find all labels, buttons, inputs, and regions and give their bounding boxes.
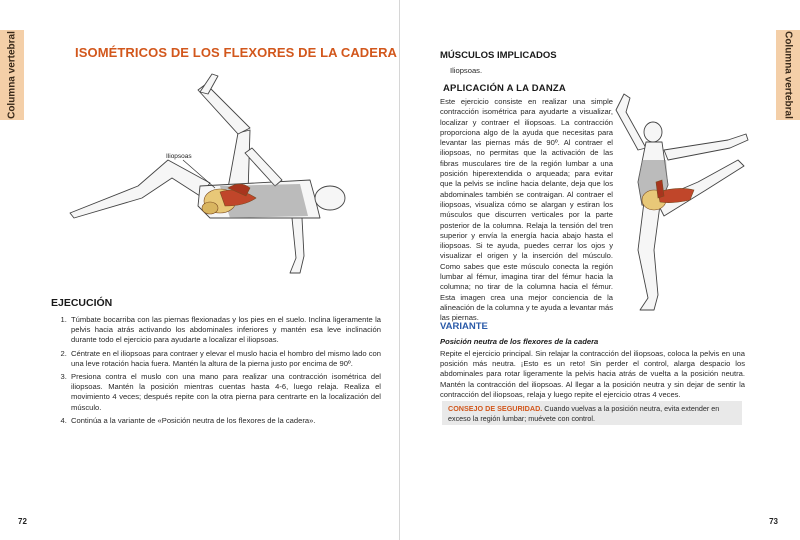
safety-tip-box	[442, 401, 742, 425]
step-item: 2. Céntrate en el iliopsoas para contraer y elevar el muslo hacia el hombro del mismo lado con una leve rotación hacia fuera. Mantén la altura de la pierna justo por encima de 90º.	[69, 349, 381, 369]
dancer-figure-illustration	[598, 90, 758, 315]
variant-heading: VARIANTE	[440, 321, 488, 332]
muscles-list: Iliopsoas.	[450, 66, 483, 75]
side-tab-left	[0, 30, 24, 120]
lying-figure-illustration	[60, 68, 360, 298]
variant-paragraph: Repite el ejercicio principal. Sin relajar la contracción del iliopsoas, coloca la pelvis en una posición más neutra. ¡Esto es un reto! Sin perder el control, alarga despacio los abdominales para rotar ligeramente la pelvis hacia atrás de vuelta a la posición neutra. Mantén la contracción del iliopsoas. Al llegar a la posición neutra y sin dejar de sentir la contracción del iliopsoas, relaja y luego repite el ejercicio otras 4 veces.	[440, 349, 745, 399]
execution-heading: EJECUCIÓN	[51, 297, 113, 309]
page-number-left: 72	[18, 517, 27, 526]
exercise-title: ISOMÉTRICOS DE LOS FLEXORES DE LA CADERA	[75, 45, 398, 60]
safety-tip-label: CONSEJO DE SEGURIDAD.	[448, 404, 543, 413]
side-tab-right	[776, 30, 800, 120]
muscles-heading: MÚSCULOS IMPLICADOS	[440, 50, 557, 61]
dance-heading: APLICACIÓN A LA DANZA	[443, 83, 566, 94]
side-tab-label: Columna vertebral	[782, 31, 794, 119]
safety-tip-text: Cuando vuelvas a la posición neutra, evita extender en exceso la región lumbar; muévete con control.	[448, 404, 720, 423]
step-item: 3. Presiona contra el muslo con una mano para realizar una contracción isométrica del iliopsoas. Mantén la posición mientras cuentas hasta 4-6, luego relaja. Realiza el movimiento 4 veces; después repite con la otra pierna para centrarte en la localización del músculo.	[69, 372, 381, 413]
figure-label-iliopsoas: Iliopsoas	[166, 153, 192, 160]
execution-steps	[51, 315, 381, 429]
step-item: 1. Túmbate bocarriba con las piernas flexionadas y los pies en el suelo. Inclina ligeramente la pelvis hacia atrás activando los abdominales inferiores y mantén esa leve inclinación durante todo el ejercicio para ayudarte a localizar el iliopsoas.	[69, 315, 381, 346]
side-tab-label: Columna vertebral	[6, 31, 18, 119]
step-item: 4. Continúa a la variante de «Posición neutra de los flexores de la cadera».	[69, 416, 381, 426]
dance-paragraph: Este ejercicio consiste en realizar una simple contracción isométrica para ayudarte a visualizar, localizar y contraer el iliopsoas. La contracción proporciona algo de la ayuda que necesitas para levantar las piernas más de 90º. Al contraer el iliopsoas, no permitas que la activación de las fibras musculares tire de la región lumbar a una posición hiperextendida o arqueada; para evitar que la pelvis se incline hacia delante, deja que los abdominales también se contraigan. Al contraer el iliopsoas, visualiza cómo se alargan y estiran los músculos que discurren verticales por la parte posterior de la columna. Relaja la tensión del tren superior y envía la energía hacia abajo hasta el iliopsoas. Si te ayuda, puedes cerrar los ojos y visualizar el origen y la inserción del músculo. Como sabes que este músculo conecta la región lumbar al fémur, imagina tirar del fémur hacia la columna; no tirar de la columna hacia el fémur. Esta imagen crea una mejor conciencia de la alineación de la columna y te ayuda a levantar más las piernas.	[440, 97, 613, 323]
variant-subheading: Posición neutra de los flexores de la cadera	[440, 337, 599, 346]
page-number-right: 73	[769, 517, 778, 526]
